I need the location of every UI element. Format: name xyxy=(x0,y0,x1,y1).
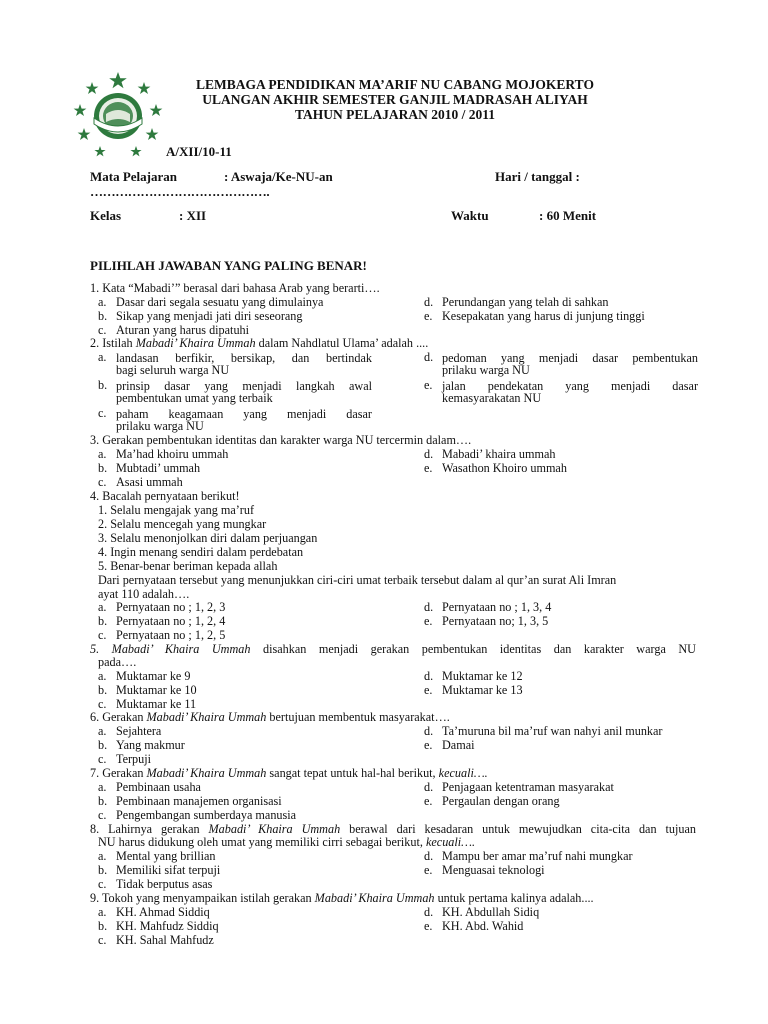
q7-option-d: d. Penjagaan ketentraman masyarakat xyxy=(424,780,614,794)
exam-code: A/XII/10-11 xyxy=(166,144,232,159)
logo-star xyxy=(130,146,141,156)
question-3-stem: 3. Gerakan pembentukan identitas dan karakter warga NU tercermin dalam…. xyxy=(90,433,472,447)
q1-option-e: e. Kesepakatan yang harus di junjung tinggi xyxy=(424,309,645,323)
q3-option-d: d. Mabadi’ khaira ummah xyxy=(424,447,556,461)
q2-option-d-line2: prilaku warga NU xyxy=(442,363,530,377)
q5-option-a: a. Muktamar ke 9 xyxy=(98,669,191,683)
q9-option-a: a. KH. Ahmad Siddiq xyxy=(98,905,210,919)
subject-label: Mata Pelajaran xyxy=(90,169,178,184)
q7-option-a: a. Pembinaan usaha xyxy=(98,780,201,794)
question-5-stem-line2: pada…. xyxy=(98,655,137,669)
q9-option-d: d. KH. Abdullah Sidiq xyxy=(424,905,540,919)
q6-option-d: d. Ta’muruna bil ma’ruf wan nahyi anil munkar xyxy=(424,724,663,738)
q8-option-b: b. Memiliki sifat terpuji xyxy=(98,863,221,877)
q4-statement-5: 5. Benar-benar beriman kepada allah xyxy=(98,559,278,573)
q2-option-e-marker: e. xyxy=(424,378,433,392)
q2-option-a-marker: a. xyxy=(98,350,107,364)
q3-option-c: c. Asasi ummah xyxy=(98,475,183,489)
q9-option-c: c. KH. Sahal Mahfudz xyxy=(98,933,214,947)
question-2-stem: 2. Istilah Mabadi’ Khaira Ummah dalam Nahdlatul Ulama’ adalah .... xyxy=(90,336,429,350)
q2-option-d-marker: d. xyxy=(424,350,434,364)
q2-option-b-marker: b. xyxy=(98,378,108,392)
q7-option-e: e. Pergaulan dengan orang xyxy=(424,794,560,808)
q4-statement-1: 1. Selalu mengajak yang ma’ruf xyxy=(98,503,255,517)
logo-star xyxy=(94,146,105,156)
q4-statement-4: 4. Ingin menang sendiri dalam perdebatan xyxy=(98,545,304,559)
q2-option-c-line2: prilaku warga NU xyxy=(116,419,204,433)
q9-option-e: e. KH. Abd. Wahid xyxy=(424,919,524,933)
q5-option-e: e. Muktamar ke 13 xyxy=(424,683,523,697)
q2-option-b-line2: pembentukan umat yang terbaik xyxy=(116,391,273,405)
logo-star xyxy=(86,82,99,94)
q7-option-b: b. Pembinaan manajemen organisasi xyxy=(98,794,282,808)
q6-option-e: e. Damai xyxy=(424,738,475,752)
q8-option-d: d. Mampu ber amar ma’ruf nahi mungkar xyxy=(424,849,633,863)
question-1-stem: 1. Kata “Mabadi’” berasal dari bahasa Arab yang berarti…. xyxy=(90,281,380,295)
q1-option-a: a. Dasar dari segala sesuatu yang dimulainya xyxy=(98,295,324,309)
q4-option-c: c. Pernyataan no ; 1, 2, 5 xyxy=(98,628,226,642)
exam-title: ULANGAN AKHIR SEMESTER GANJIL MADRASAH ALIYAH xyxy=(202,92,588,107)
logo-star xyxy=(138,82,151,94)
q2-option-a-line2: bagi seluruh warga NU xyxy=(116,363,230,377)
q7-option-c: c. Pengembangan sumberdaya manusia xyxy=(98,808,297,822)
logo-star xyxy=(146,128,159,140)
q2-option-a-line1: landasan berfikir, bersikap, dan bertindak xyxy=(116,351,372,365)
q4-option-e: e. Pernyataan no; 1, 3, 5 xyxy=(424,614,549,628)
q4-statement-3: 3. Selalu menonjolkan diri dalam perjuangan xyxy=(98,531,318,545)
q5-option-b: b. Muktamar ke 10 xyxy=(98,683,197,697)
q4-option-d: d. Pernyataan no ; 1, 3, 4 xyxy=(424,600,552,614)
question-5-stem: 5. Mabadi’ Khaira Ummah disahkan menjadi gerakan pembentukan identitas dan karakter warga NU xyxy=(90,642,696,656)
instruction: PILIHLAH JAWABAN YANG PALING BENAR! xyxy=(90,258,367,273)
date-label: Hari / tanggal : xyxy=(495,169,580,184)
q2-option-c-line1: paham keagamaan yang menjadi dasar xyxy=(116,407,372,421)
q8-option-e: e. Menguasai teknologi xyxy=(424,863,545,877)
logo-star xyxy=(109,72,127,88)
q4-question-line1: Dari pernyataan tersebut yang menunjukkan ciri-ciri umat terbaik tersebut dalam al qur’an surat Ali Imran xyxy=(98,573,617,587)
logo-star xyxy=(74,104,87,116)
q2-option-c-marker: c. xyxy=(98,406,107,420)
q4-option-a: a. Pernyataan no ; 1, 2, 3 xyxy=(98,600,226,614)
time-value: : 60 Menit xyxy=(539,208,597,223)
q1-option-d: d. Perundangan yang telah di sahkan xyxy=(424,295,609,309)
question-8-stem-line2: NU harus didukung oleh umat yang memiliki cirri sebagai berikut, kecuali…. xyxy=(98,835,476,849)
q8-option-a: a. Mental yang brillian xyxy=(98,849,216,863)
q4-option-b: b. Pernyataan no ; 1, 2, 4 xyxy=(98,614,226,628)
question-8-stem: 8. Lahirnya gerakan Mabadi’ Khaira Ummah berawal dari kesadaran untuk mewujudkan cita-cita dan tujuan xyxy=(90,822,696,836)
q6-option-a: a. Sejahtera xyxy=(98,724,162,738)
q9-option-b: b. KH. Mahfudz Siddiq xyxy=(98,919,219,933)
date-fill-dots: ……………………………………. xyxy=(90,184,270,199)
question-7-stem: 7. Gerakan Mabadi’ Khaira Ummah sangat tepat untuk hal-hal berikut, kecuali…. xyxy=(90,766,488,780)
question-6-stem: 6. Gerakan Mabadi’ Khaira Ummah bertujuan membentuk masyarakat…. xyxy=(90,710,450,724)
q3-option-b: b. Mubtadi’ ummah xyxy=(98,461,201,475)
q3-option-a: a. Ma’had khoiru ummah xyxy=(98,447,229,461)
question-9-stem: 9. Tokoh yang menyampaikan istilah gerakan Mabadi’ Khaira Ummah untuk pertama kalinya adalah.... xyxy=(90,891,594,905)
q4-statement-2: 2. Selalu mencegah yang mungkar xyxy=(98,517,267,531)
q6-option-b: b. Yang makmur xyxy=(98,738,185,752)
q3-option-e: e. Wasathon Khoiro ummah xyxy=(424,461,567,475)
q1-option-b: b. Sikap yang menjadi jati diri seseorang xyxy=(98,309,303,323)
time-label: Waktu xyxy=(451,208,489,223)
subject-value: : Aswaja/Ke-NU-an xyxy=(224,169,333,184)
q2-option-b-line1: prinsip dasar yang menjadi langkah awal xyxy=(116,379,372,393)
question-4-stem: 4. Bacalah pernyataan berikut! xyxy=(90,489,240,503)
logo-star xyxy=(78,128,91,140)
institution-title: LEMBAGA PENDIDIKAN MA’ARIF NU CABANG MOJOKERTO xyxy=(196,77,594,92)
q5-option-c: c. Muktamar ke 11 xyxy=(98,697,197,711)
class-label: Kelas xyxy=(90,208,122,223)
class-value: : XII xyxy=(179,208,207,223)
q8-option-c: c. Tidak berputus asas xyxy=(98,877,213,891)
q2-option-e-line2: kemasyarakatan NU xyxy=(442,391,542,405)
q2-option-d-line1: pedoman yang menjadi dasar pembentukan xyxy=(442,351,698,365)
q5-option-d: d. Muktamar ke 12 xyxy=(424,669,523,683)
q6-option-c: c. Terpuji xyxy=(98,752,152,766)
q2-option-e-line1: jalan pendekatan yang menjadi dasar xyxy=(442,379,698,393)
academic-year: TAHUN PELAJARAN 2010 / 2011 xyxy=(294,107,495,122)
q1-option-c: c. Aturan yang harus dipatuhi xyxy=(98,323,250,337)
q4-question-line2: ayat 110 adalah…. xyxy=(98,587,190,601)
